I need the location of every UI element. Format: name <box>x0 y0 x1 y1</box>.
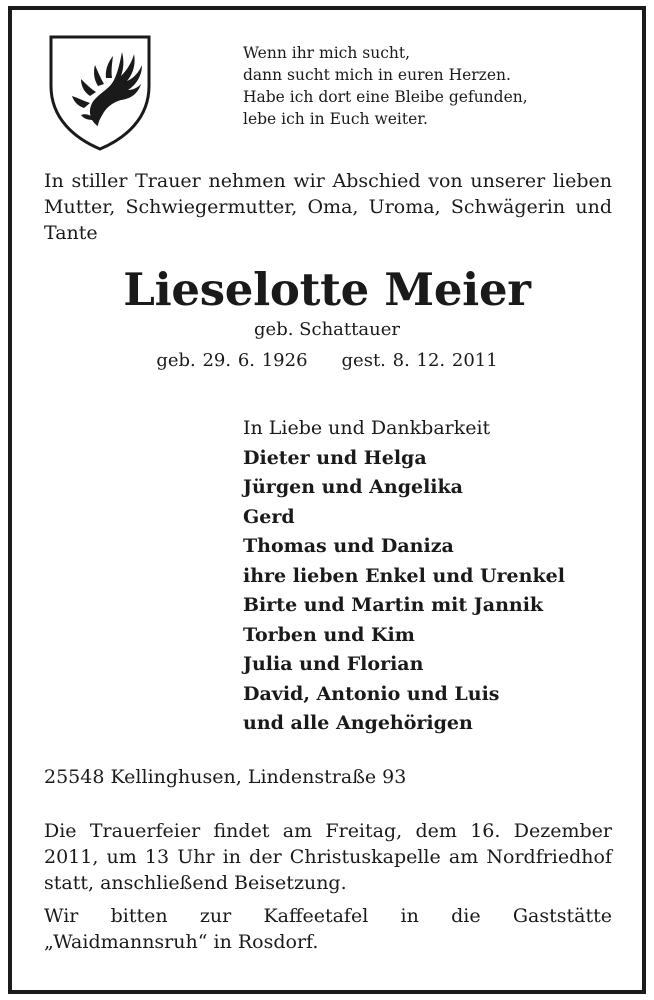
funeral-service-text: Die Trauerfeier findet am Freitag, dem 16. Dezember 2011, um 13 Uhr in der Christuskapelle am Nordfriedhof statt, anschließend Beisetzung. <box>44 820 612 894</box>
poem-line: dann sucht mich in euren Herzen. <box>243 66 511 84</box>
mourner-name: Dieter und Helga <box>243 446 427 469</box>
reception-text: Wir bitten zur Kaffeetafel in die Gaststätte „Waidmannsruh“ in Rosdorf. <box>44 905 612 953</box>
birth-name: geb. Schattauer <box>254 319 400 340</box>
poem-line: Habe ich dort eine Bleibe gefunden, <box>243 88 528 106</box>
mourners-list <box>243 414 565 739</box>
mourner-name: Gerd <box>243 505 295 528</box>
intro-text: In stiller Trauer nehmen wir Abschied von unserer lieben Mutter, Schwiegermutter, Oma, Uroma, Schwägerin und Tante <box>44 170 612 244</box>
mourner-name: Julia und Florian <box>243 653 424 675</box>
mourner-name: Torben und Kim <box>243 623 415 646</box>
deceased-name: Lieselotte Meier <box>123 263 531 316</box>
poem-line: lebe ich in Euch weiter. <box>243 110 428 128</box>
stag-antler-shield-icon <box>48 34 152 152</box>
life-dates <box>30 348 624 374</box>
mourner-name: Thomas und Daniza <box>243 535 454 557</box>
mourner-name: ihre lieben Enkel und Urenkel <box>243 564 565 587</box>
poem <box>243 42 528 130</box>
poem-line: Wenn ihr mich sucht, <box>243 44 411 62</box>
mourner-name: und alle Angehörigen <box>243 712 473 734</box>
mourner-name: Jürgen und Angelika <box>243 476 463 498</box>
mourner-name: David, Antonio und Luis <box>243 682 500 705</box>
mourner-name: Birte und Martin mit Jannik <box>243 594 544 616</box>
family-address: 25548 Kellinghusen, Lindenstraße 93 <box>44 766 407 788</box>
death-date: gest. 8. 12. 2011 <box>341 350 498 371</box>
birth-date: geb. 29. 6. 1926 <box>156 350 308 371</box>
mourners-lead: In Liebe und Dankbarkeit <box>243 417 491 439</box>
